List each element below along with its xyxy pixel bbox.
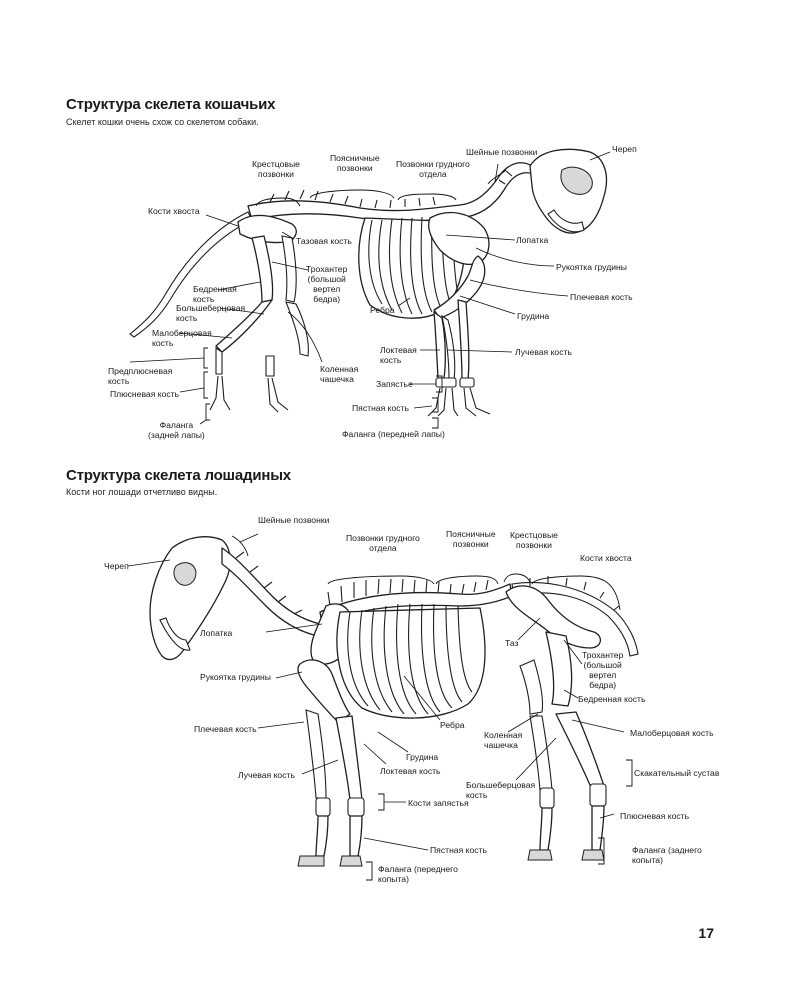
horse-label-sacral: Крестцовые позвонки [510,530,558,550]
horse-label-manubrium: Рукоятка грудины [200,672,271,682]
cat-label-ulna: Локтевая кость [380,345,417,365]
cat-label-tibia: Большеберцовая кость [176,303,246,323]
horse-femur [546,632,572,706]
cat-label-ribs: Ребра [370,305,395,315]
horse-label-pelvis: Таз [505,638,519,648]
horse-label-humerus: Плечевая кость [194,724,257,734]
cat-label-tail: Кости хвоста [148,206,200,216]
cat-label-hind-phalanx: Фаланга (задней лапы) [148,420,205,440]
horse-section-subtitle: Кости ног лошади отчетливо видны. [66,487,218,497]
horse-front-leg [336,716,362,800]
horse-tibia [556,712,604,790]
cat-section-subtitle: Скелет кошки очень схож со скелетом собаки. [66,117,259,127]
cat-label-sacral: Крестцовые позвонки [252,159,300,179]
horse-skeleton [150,537,638,866]
cat-label-trochanter: Трохантер (большой вертел бедра) [306,264,348,304]
cat-label-pelvis: Тазовая кость [296,236,352,246]
horse-ribs [337,604,485,718]
horse-label-fibula: Малоберцовая кость [630,728,714,738]
cat-label-manubrium: Рукоятка грудины [556,262,627,272]
horse-label-radius: Лучевая кость [238,770,295,780]
cat-label-fibula: Малоберцовая кость [152,328,212,348]
horse-label-ulna: Локтевая кость [380,766,441,776]
horse-label-hock: Скакательный сустав [634,768,720,778]
horse-skull [150,537,233,660]
horse-label-sternum: Грудина [406,752,439,762]
cat-label-thoracic: Позвонки грудного отдела [396,159,470,179]
horse-label-tail: Кости хвоста [580,553,632,563]
horse-label-patella: Коленная чашечка [484,730,523,750]
cat-label-lumbar: Поясничные позвонки [330,153,380,173]
page-number: 17 [698,925,714,941]
cat-label-humerus: Плечевая кость [570,292,633,302]
horse-label-skull: Череп [104,561,129,571]
horse-label-femur: Бедренная кость [578,694,646,704]
cat-label-femur: Бедренная кость [193,284,237,304]
horse-label-hind-phalanx: Фаланга (заднего копыта) [632,845,702,865]
horse-label-thoracic: Позвонки грудного отдела [346,533,420,553]
cat-femur [252,236,273,302]
horse-neck [222,548,320,636]
cat-skeleton [130,149,606,416]
cat-label-front-phalanx: Фаланга (передней лапы) [342,429,445,439]
cat-label-neck: Шейные позвонки [466,147,538,157]
cat-label-skull: Череп [612,144,637,154]
cat-label-metacarpus: Пястная кость [352,403,409,413]
cat-label-carpus: Запястье [376,379,413,389]
horse-label-scapula: Лопатка [200,628,233,638]
cat-label-radius: Лучевая кость [515,347,572,357]
horse-label-metacarpus: Пястная кость [430,845,487,855]
cat-label-metatarsus: Плюсневая кость [110,389,180,399]
horse-label-neck: Шейные позвонки [258,515,330,525]
horse-label-trochanter: Трохантер (большой вертел бедра) [582,650,624,690]
cat-label-scapula: Лопатка [516,235,549,245]
horse-label-carpus: Кости запястья [408,798,469,808]
horse-section-title: Структура скелета лошадиных [66,467,291,484]
horse-label-front-phalanx: Фаланга (переднего копыта) [378,864,458,884]
horse-label-tibia: Большеберцовая кость [466,780,536,800]
cat-label-patella: Коленная чашечка [320,364,359,384]
cat-section-title: Структура скелета кошачьих [66,96,276,113]
cat-label-sternum: Грудина [517,311,550,321]
horse-label-lumbar: Поясничные позвонки [446,529,496,549]
horse-label-ribs: Ребра [440,720,465,730]
cat-label-tarsus: Предплюсневая кость [108,366,173,386]
horse-label-metatarsus: Плюсневая кость [620,811,690,821]
